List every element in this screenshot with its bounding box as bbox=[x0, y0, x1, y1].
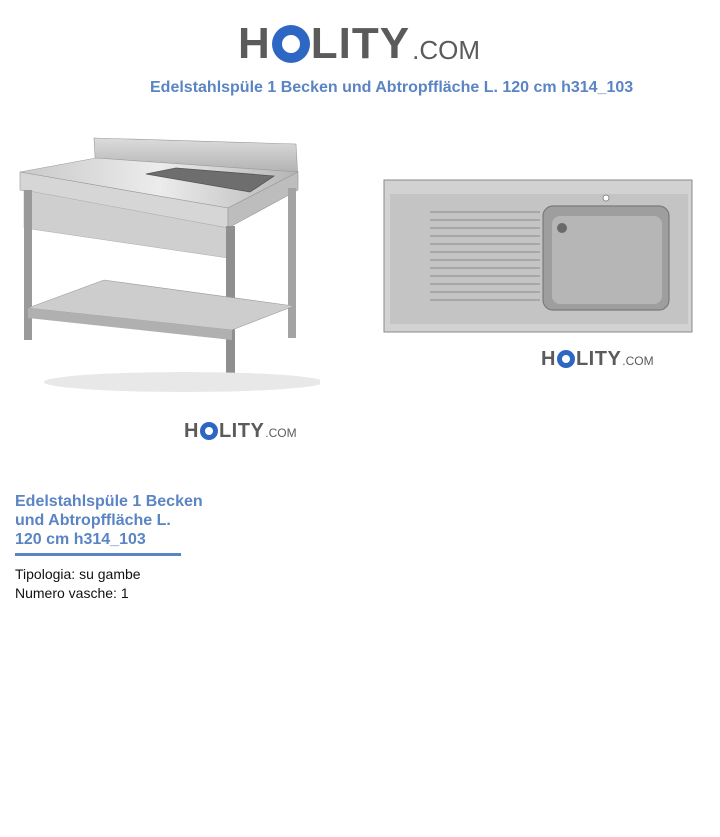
spec-list bbox=[15, 565, 141, 603]
product-image-sink-top-view bbox=[380, 176, 696, 336]
logo-text-com: .COM bbox=[265, 426, 297, 440]
product-heading-line: 120 cm h314_103 bbox=[15, 531, 146, 548]
holity-logo[interactable] bbox=[238, 12, 482, 68]
holity-o-icon bbox=[557, 350, 575, 368]
logo-text-h: H bbox=[541, 348, 556, 370]
product-heading-line: und Abtropffläche L. bbox=[15, 512, 171, 529]
holity-logo-small-1 bbox=[184, 420, 297, 442]
logo-text-lity: LITY bbox=[218, 420, 265, 442]
logo-text-h: H bbox=[238, 19, 271, 68]
holity-o-icon bbox=[272, 25, 310, 63]
logo-text-com: .COM bbox=[412, 35, 480, 65]
holity-o-icon bbox=[200, 422, 218, 440]
logo-text-lity: LITY bbox=[310, 19, 411, 68]
logo-text-lity: LITY bbox=[575, 348, 622, 370]
heading-divider bbox=[15, 553, 181, 556]
logo-text-h: H bbox=[184, 420, 199, 442]
spec-item-numero-vasche: Numero vasche: 1 bbox=[15, 585, 129, 601]
logo-text-com: .COM bbox=[622, 354, 654, 368]
product-heading bbox=[15, 492, 230, 549]
holity-logo-small-2 bbox=[541, 348, 654, 370]
spec-item-tipologia: Tipologia: su gambe bbox=[15, 566, 141, 582]
page-title: Edelstahlspüle 1 Becken und Abtropffläche L. 120 cm h314_103 bbox=[150, 79, 634, 96]
product-heading-line: Edelstahlspüle 1 Becken bbox=[15, 493, 203, 510]
product-image-sink-table bbox=[14, 130, 320, 392]
